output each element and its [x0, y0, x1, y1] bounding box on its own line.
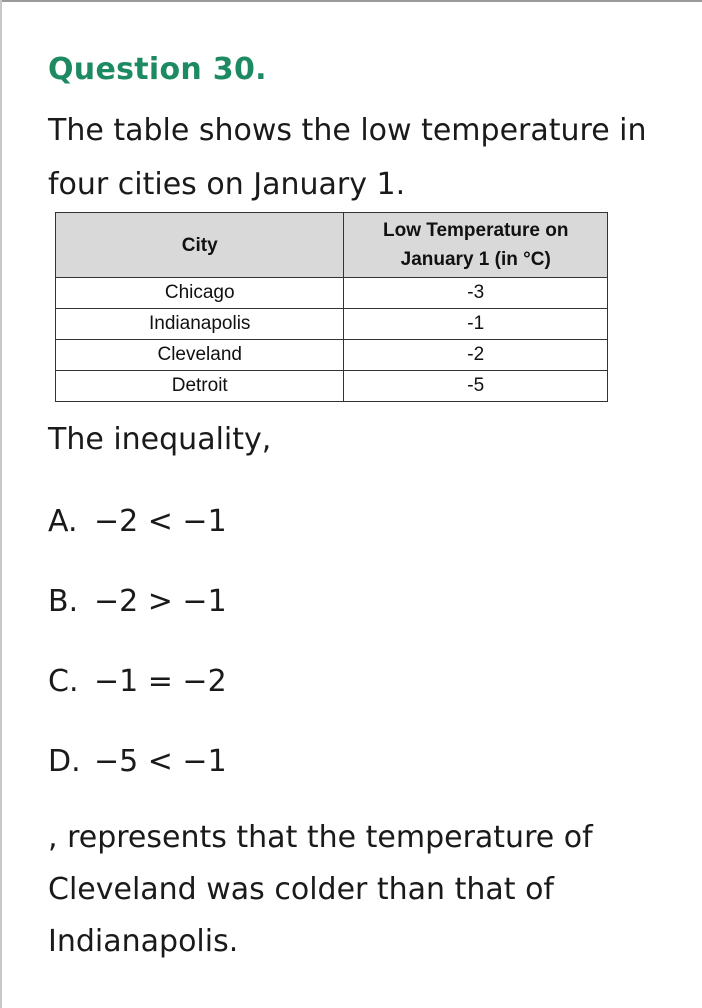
question-conclusion: , represents that the temperature of Cleveland was colder than that of Indianapolis.: [48, 820, 593, 959]
option-letter: D.: [48, 744, 81, 779]
city-cell: Detroit: [56, 371, 344, 402]
option-d[interactable]: [48, 740, 227, 820]
inequality-lead: The inequality,: [48, 422, 272, 457]
city-cell: Chicago: [56, 278, 344, 309]
table-header-row: [56, 213, 608, 278]
option-text: −5 < −1: [94, 744, 227, 779]
left-border: [0, 0, 2, 1008]
option-text: −2 < −1: [94, 504, 227, 539]
temp-cell: -5: [344, 371, 608, 402]
table-row: [56, 309, 608, 340]
city-cell: Indianapolis: [56, 309, 344, 340]
option-text: −2 > −1: [94, 584, 227, 619]
answer-options: [48, 500, 227, 820]
table-row: [56, 371, 608, 402]
temp-cell: -3: [344, 278, 608, 309]
city-cell: Cleveland: [56, 340, 344, 371]
header-city: City: [56, 213, 344, 278]
option-b[interactable]: [48, 580, 227, 660]
option-c[interactable]: [48, 660, 227, 740]
question-title: Question 30.: [48, 52, 267, 87]
temperature-table: [55, 212, 608, 402]
header-low-temperature-line1: Low Temperature on: [382, 220, 569, 241]
option-letter: B.: [48, 584, 79, 619]
temp-cell: -2: [344, 340, 608, 371]
top-border: [0, 0, 702, 2]
temp-cell: -1: [344, 309, 608, 340]
option-letter: C.: [48, 664, 79, 699]
table-row: [56, 340, 608, 371]
option-text: −1 = −2: [94, 664, 227, 699]
header-low-temperature-line2: January 1 (in °C): [400, 249, 551, 270]
header-low-temperature: [344, 213, 608, 278]
table-row: [56, 278, 608, 309]
option-a[interactable]: [48, 500, 227, 580]
option-letter: A.: [48, 504, 78, 539]
question-stem: The table shows the low temperature in four cities on January 1.: [48, 113, 647, 202]
